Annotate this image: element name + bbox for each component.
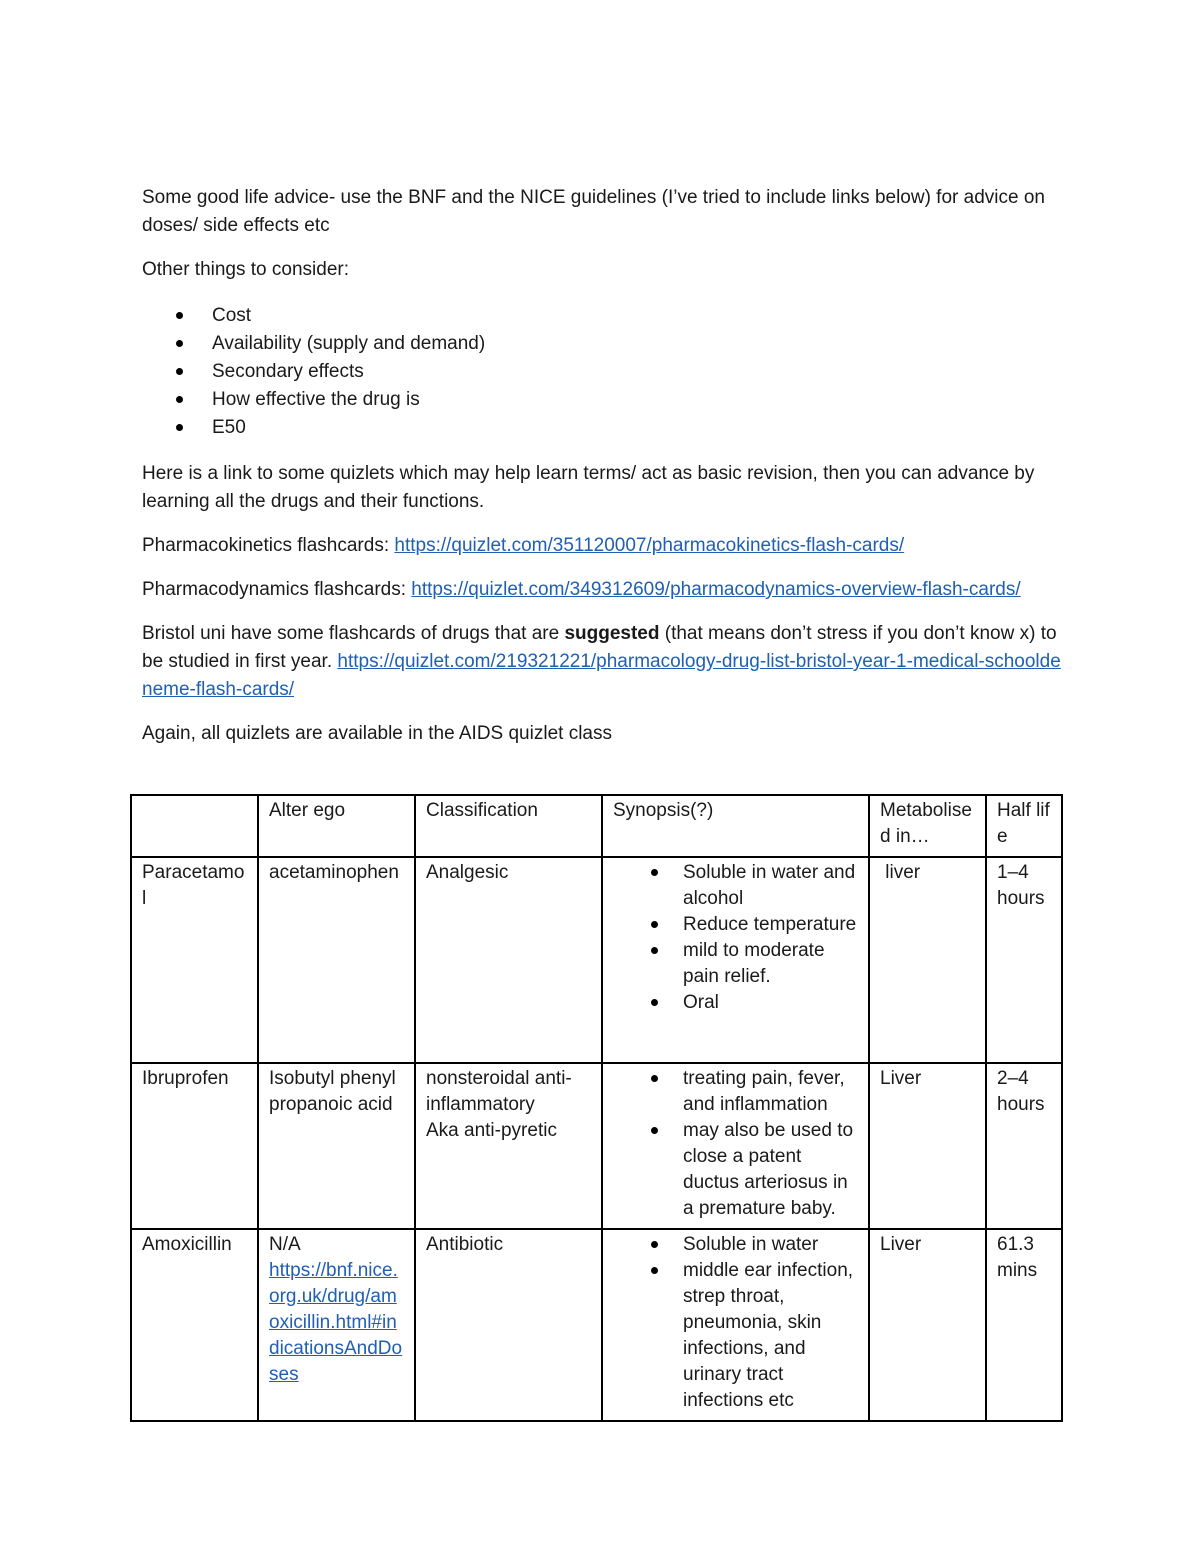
list-item: Soluble in water and alcohol xyxy=(613,860,858,912)
bristol-text-before: Bristol uni have some flashcards of drugs that are xyxy=(142,623,565,644)
list-item: How effective the drug is xyxy=(142,386,1062,414)
pharmacokinetics-label: Pharmacokinetics flashcards: xyxy=(142,535,395,556)
classification-cell: nonsteroidal anti-inflammatory Aka anti-pyretic xyxy=(415,1063,602,1229)
bnf-link[interactable]: https://bnf.nice.org.uk/drug/amoxicillin.html#indicationsAndDoses xyxy=(269,1260,403,1385)
header-cell: Classification xyxy=(415,795,602,857)
list-item: mild to moderate pain relief. xyxy=(613,938,858,990)
drug-table xyxy=(130,794,1063,1422)
synopsis-cell xyxy=(602,1063,869,1229)
synopsis-list xyxy=(613,860,858,1016)
alter-ego-text: N/A xyxy=(269,1234,301,1255)
quizlet-intro-paragraph: Here is a link to some quizlets which may help learn terms/ act as basic revision, then you can advance by learning all the drugs and their functions. xyxy=(142,463,1035,512)
metabolised-cell: Liver xyxy=(869,1229,986,1421)
classification-cell: Antibiotic xyxy=(415,1229,602,1421)
again-paragraph: Again, all quizlets are available in the AIDS quizlet class xyxy=(142,723,612,744)
table-row xyxy=(131,857,1062,1063)
list-item: Oral xyxy=(613,990,858,1016)
alter-ego-cell: Isobutyl phenyl propanoic acid xyxy=(258,1063,415,1229)
drug-name-cell: Ibruprofen xyxy=(131,1063,258,1229)
synopsis-list xyxy=(613,1232,858,1414)
table-row xyxy=(131,1229,1062,1421)
pharmacodynamics-link[interactable]: https://quizlet.com/349312609/pharmacodynamics-overview-flash-cards/ xyxy=(411,579,1021,600)
synopsis-cell xyxy=(602,857,869,1063)
list-item: may also be used to close a patent ductus arteriosus in a premature baby. xyxy=(613,1118,858,1222)
alter-ego-cell xyxy=(258,1229,415,1421)
pharmacokinetics-line xyxy=(142,532,1062,560)
list-item: Secondary effects xyxy=(142,358,1062,386)
considerations-heading: Other things to consider: xyxy=(142,259,349,280)
half-life-cell: 61.3 mins xyxy=(986,1229,1062,1421)
list-item: Soluble in water xyxy=(613,1232,858,1258)
header-cell: Half life xyxy=(986,795,1062,857)
metabolised-cell: Liver xyxy=(869,1063,986,1229)
considerations-list xyxy=(142,302,1062,442)
list-item: Availability (supply and demand) xyxy=(142,330,1062,358)
drug-name-cell: Amoxicillin xyxy=(131,1229,258,1421)
metabolised-cell: liver xyxy=(869,857,986,1063)
table-header-row xyxy=(131,795,1062,857)
header-cell: Alter ego xyxy=(258,795,415,857)
pharmacodynamics-line xyxy=(142,576,1062,604)
half-life-cell: 1–4 hours xyxy=(986,857,1062,1063)
synopsis-list xyxy=(613,1066,858,1222)
intro-paragraph: Some good life advice- use the BNF and the NICE guidelines (I’ve tried to include links below) for advice on doses/ side effects etc xyxy=(142,187,1045,236)
list-item: Cost xyxy=(142,302,1062,330)
bristol-link[interactable]: https://quizlet.com/219321221/pharmacology-drug-list-bristol-year-1-medical-schooldeneme-flash-cards/ xyxy=(142,651,1061,700)
half-life-cell: 2–4 hours xyxy=(986,1063,1062,1229)
header-cell: Synopsis(?) xyxy=(602,795,869,857)
bristol-paragraph xyxy=(142,620,1062,704)
bristol-emphasis: suggested xyxy=(564,623,660,644)
synopsis-cell xyxy=(602,1229,869,1421)
list-item: Reduce temperature xyxy=(613,912,858,938)
drug-name-cell: Paracetamol xyxy=(131,857,258,1063)
document-body xyxy=(142,184,1062,764)
header-cell: Metabolised in… xyxy=(869,795,986,857)
list-item: E50 xyxy=(142,414,1062,442)
classification-cell: Analgesic xyxy=(415,857,602,1063)
list-item: treating pain, fever, and inflammation xyxy=(613,1066,858,1118)
pharmacodynamics-label: Pharmacodynamics flashcards: xyxy=(142,579,412,600)
pharmacokinetics-link[interactable]: https://quizlet.com/351120007/pharmacokinetics-flash-cards/ xyxy=(394,535,905,556)
alter-ego-cell: acetaminophen xyxy=(258,857,415,1063)
table-row xyxy=(131,1063,1062,1229)
bristol-text-after: (that means don’t stress if you don’t know x) to be studied in first year. xyxy=(142,623,1057,672)
list-item: middle ear infection, strep throat, pneumonia, skin infections, and urinary tract infections etc xyxy=(613,1258,858,1414)
header-cell xyxy=(131,795,258,857)
